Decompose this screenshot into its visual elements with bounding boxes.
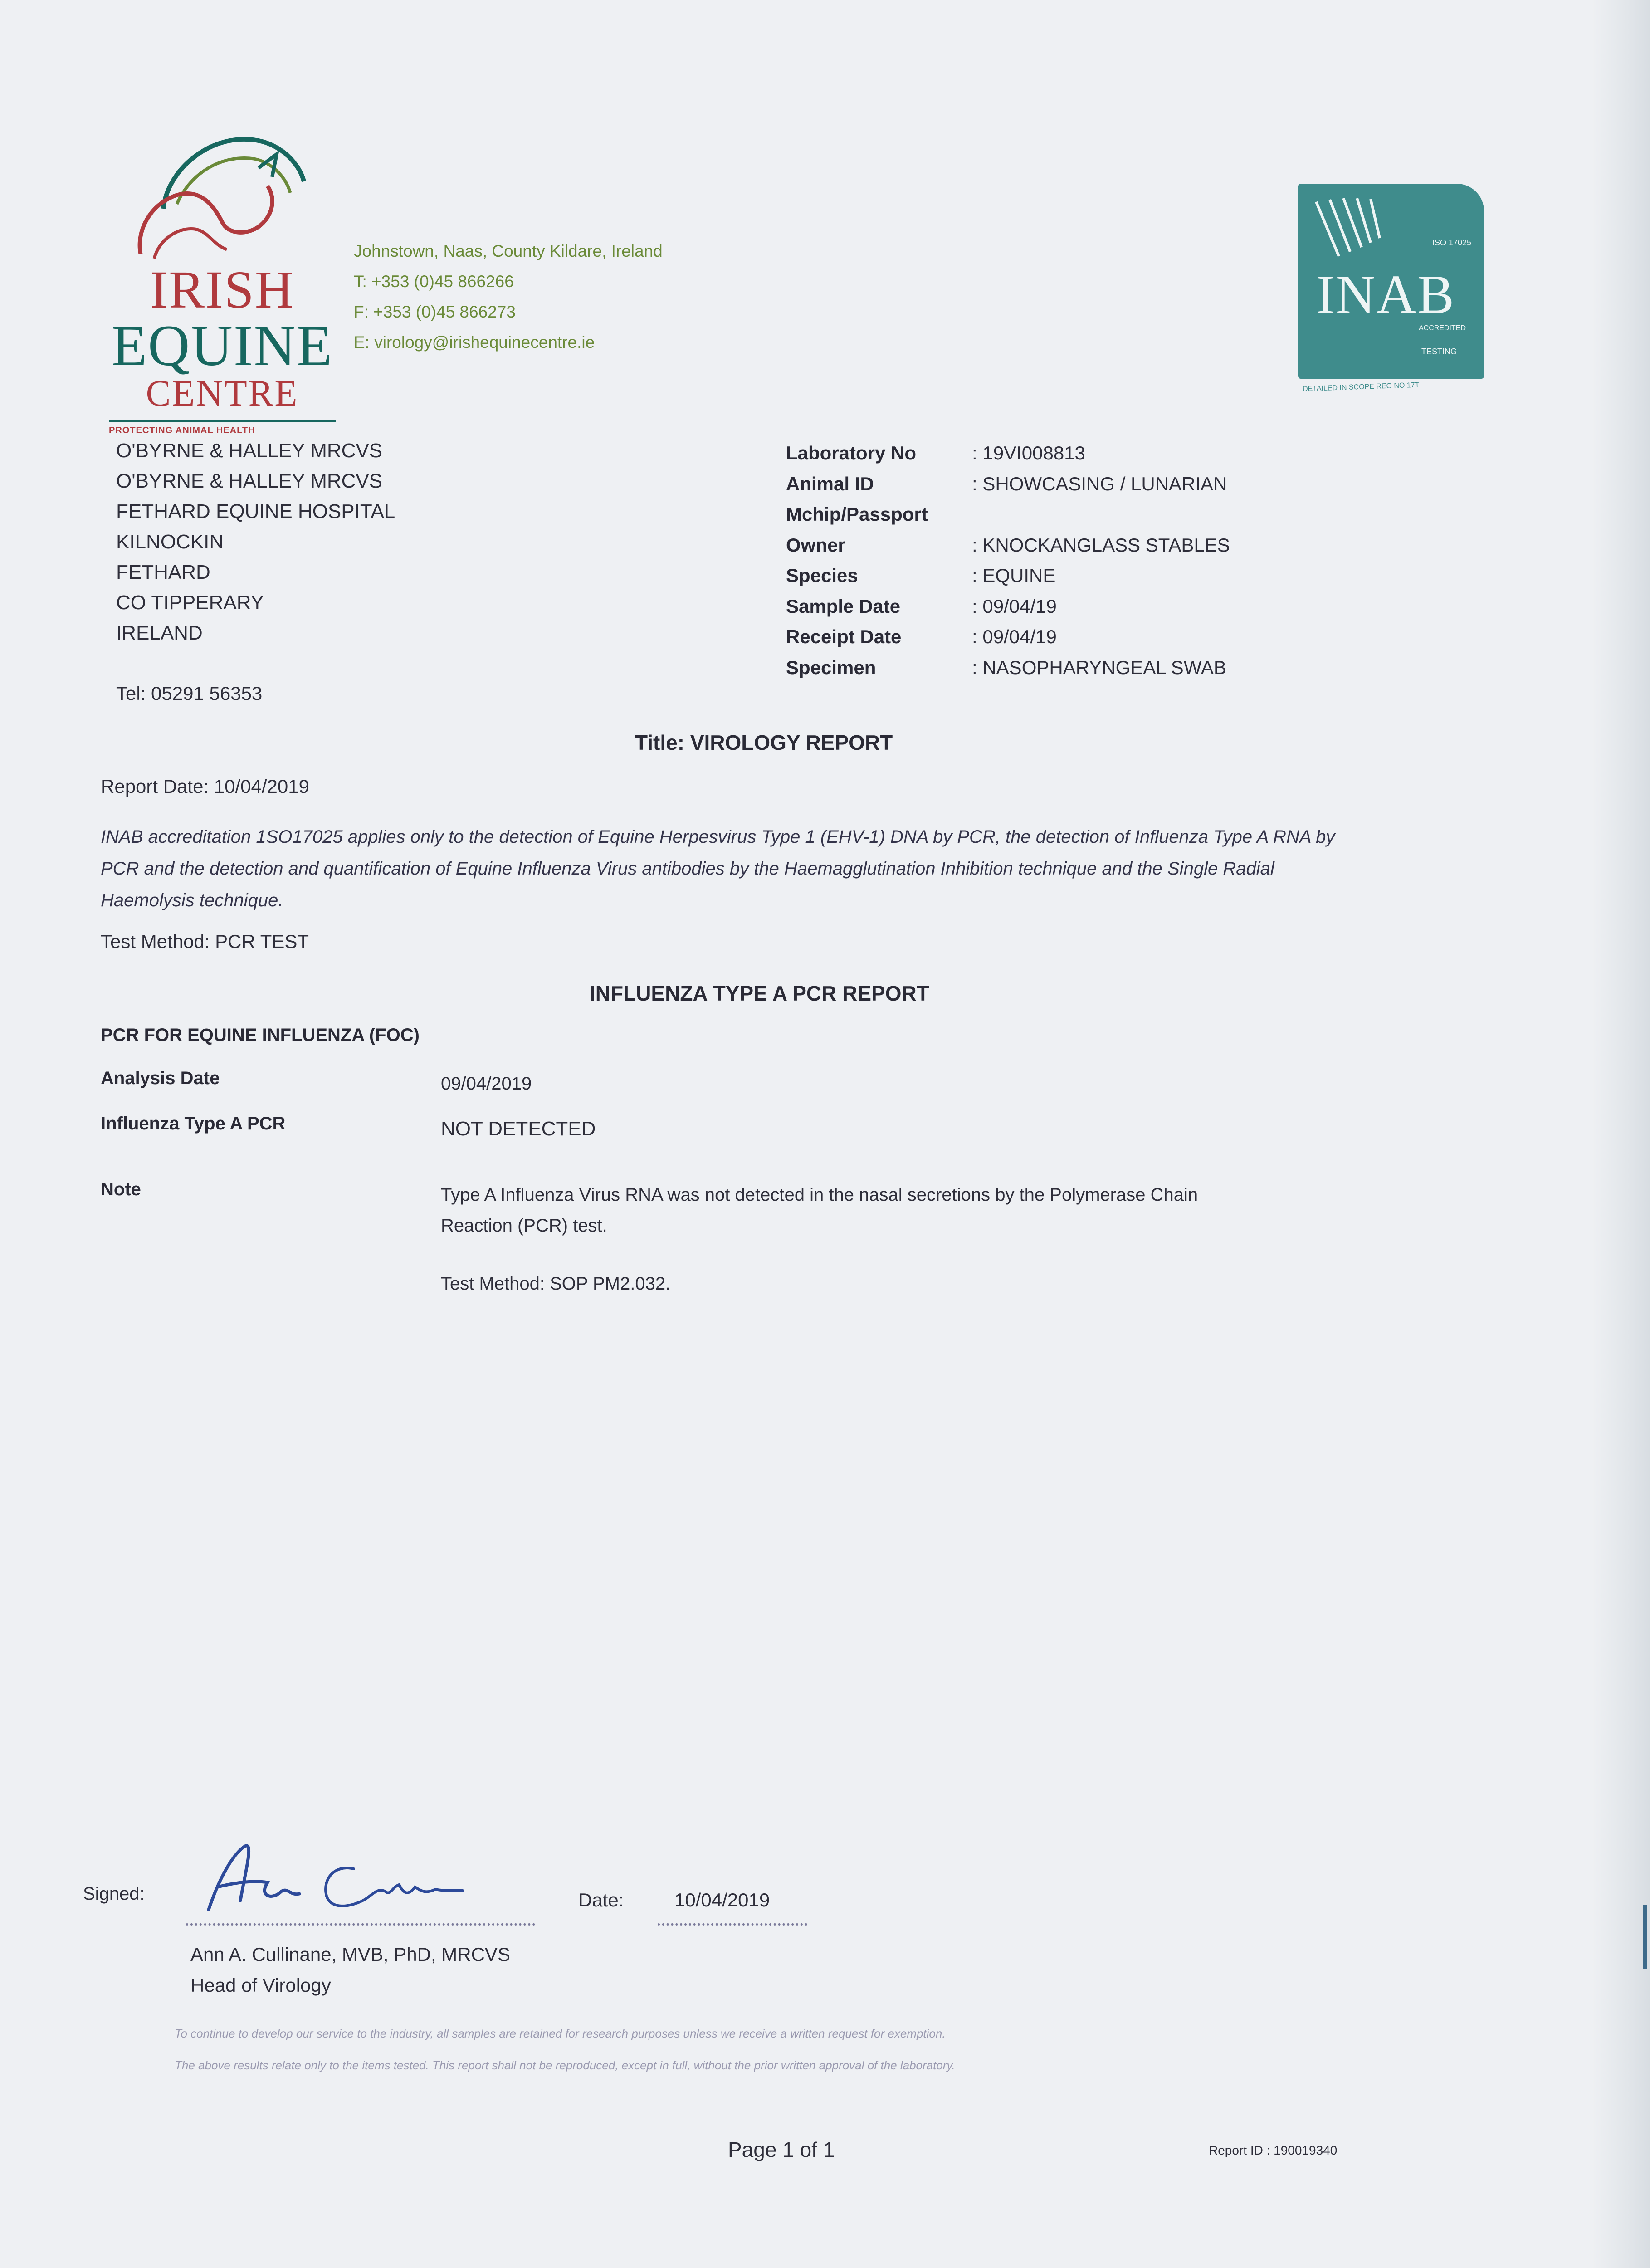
logo-irish: IRISH [150,260,295,319]
result-value: Type A Influenza Virus RNA was not detected in the nasal secretions by the Polymerase Chain Reaction (PCR) test. [441,1185,1198,1236]
inab-mane-icon [1312,193,1411,261]
detail-value: : 09/04/19 [972,595,1057,617]
logo-tagline: PROTECTING ANIMAL HEALTH [109,420,336,436]
report-title: Title: VIROLOGY REPORT [635,731,893,754]
contact-fax: F: +353 (0)45 866273 [354,303,516,321]
test-method-sop: Test Method: SOP PM2.032. [441,1274,671,1294]
detail-value: : 09/04/19 [972,626,1057,647]
address-line: O'BYRNE & HALLEY MRCVS [116,440,383,462]
result-row [101,1114,596,1144]
detail-value: : 19VI008813 [972,442,1085,464]
result-value: NOT DETECTED [441,1118,596,1140]
horse-head-icon [109,113,336,263]
contact-email: E: virology@irishequinecentre.ie [354,333,595,352]
detail-row [786,652,1230,683]
detail-label: Mchip/Passport [786,503,928,525]
detail-row [786,530,1230,561]
address-line: O'BYRNE & HALLEY MRCVS [116,470,383,492]
detail-row [786,621,1230,652]
detail-row [786,591,1230,622]
scan-edge-mark [1643,1905,1647,1969]
inab-testing-label: TESTING [1421,347,1457,356]
test-method: Test Method: PCR TEST [101,931,309,952]
inab-accreditation-badge [1298,184,1484,397]
address-line: FETHARD EQUINE HOSPITAL [116,500,395,523]
signer-block [190,1939,510,2001]
result-label: Note [101,1179,141,1199]
result-label: Analysis Date [101,1068,220,1088]
address-line: IRELAND [116,622,203,644]
detail-label: Receipt Date [786,626,902,647]
address-line: FETHARD [116,561,210,583]
logo-centre: CENTRE [146,372,299,414]
signature-line [186,1923,535,1926]
accreditation-statement: INAB accreditation 1SO17025 applies only to the detection of Equine Herpesvirus Type 1 (EHV-1) DNA by PCR, the detection of Influenza Type A RNA by PCR and the detection and quantification of Equine Influenza Virus antibodies by the Haemagglutination Inhibition technique and the Single Radial Haemolysis technique. [101,827,1335,910]
footer-notes [175,2018,1417,2081]
report-subtitle: INFLUENZA TYPE A PCR REPORT [590,982,929,1005]
inab-text: INAB [1316,264,1455,325]
inab-caption: DETAILED IN SCOPE REG NO 17T [1302,381,1420,393]
detail-row [786,438,1230,469]
signer-name: Ann A. Cullinane, MVB, PhD, MRCVS [190,1944,510,1965]
detail-label: Sample Date [786,595,901,617]
footer-note: To continue to develop our service to the industry, all samples are retained for research purposes unless we receive a written request for exemption. [175,2027,946,2040]
footer-note: The above results relate only to the items tested. This report shall not be reproduced, except in full, without the prior written approval of the laboratory. [175,2058,955,2072]
result-label: Influenza Type A PCR [101,1114,286,1134]
recipient-address [116,435,395,648]
result-row [101,1068,532,1099]
report-id: Report ID : 190019340 [1209,2143,1338,2157]
address-line: CO TIPPERARY [116,591,264,614]
detail-label: Animal ID [786,473,874,494]
logo-equine: EQUINE [111,313,333,378]
recipient-tel: Tel: 05291 56353 [116,683,263,704]
contact-address: Johnstown, Naas, County Kildare, Ireland [354,242,663,260]
detail-label: Species [786,565,858,586]
signer-role: Head of Virology [190,1975,331,1996]
detail-value: : SHOWCASING / LUNARIAN [972,473,1227,494]
detail-label: Specimen [786,656,876,678]
inab-iso-label: ISO 17025 [1432,238,1471,247]
irish-equine-centre-logo [109,113,336,435]
detail-row [786,560,1230,591]
date-label: Date: [578,1889,624,1911]
page-number: Page 1 of 1 [728,2138,835,2161]
address-line: KILNOCKIN [116,531,224,553]
report-date: Report Date: 10/04/2019 [101,776,309,797]
result-row [101,1179,1235,1241]
lab-details [786,438,1230,683]
detail-row [786,469,1230,499]
detail-value: : KNOCKANGLASS STABLES [972,534,1230,556]
contact-block [354,236,663,357]
result-value: 09/04/2019 [441,1074,532,1094]
detail-label: Laboratory No [786,442,917,464]
date-line [658,1923,807,1926]
signed-label: Signed: [83,1884,145,1904]
inab-badge-body [1298,184,1484,379]
pcr-heading: PCR FOR EQUINE INFLUENZA (FOC) [101,1025,420,1045]
contact-phone: T: +353 (0)45 866266 [354,272,514,291]
detail-row [786,499,1230,530]
date-value: 10/04/2019 [674,1889,770,1911]
detail-label: Owner [786,534,845,556]
detail-value: : NASOPHARYNGEAL SWAB [972,656,1226,678]
inab-accredited-label: ACCREDITED [1418,324,1466,332]
detail-value: : EQUINE [972,565,1056,586]
handwritten-signature [190,1833,535,1923]
scan-edge-shadow [1592,0,1650,2268]
